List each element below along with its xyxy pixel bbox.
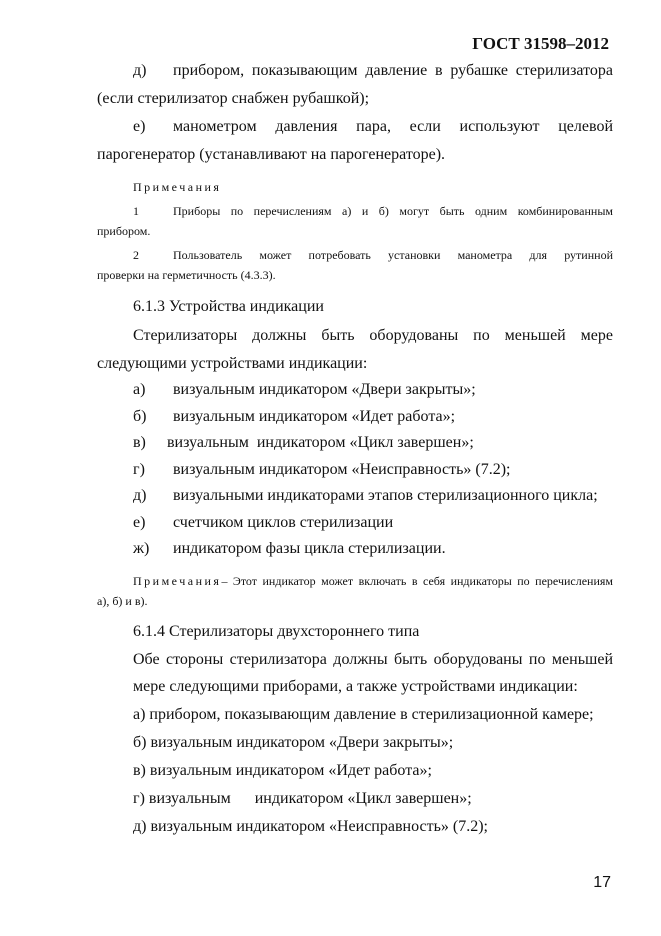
list-item: д) визуальным индикатором «Неисправность» (7.2); <box>133 818 488 835</box>
page-number: 17 <box>593 874 611 891</box>
list-marker: в) <box>133 434 146 451</box>
note-label: Примечания <box>133 574 222 588</box>
notes-title: Примечания <box>133 180 222 194</box>
item-d-line2: (если стерилизатор снабжен рубашкой); <box>97 90 370 107</box>
list-marker: д) <box>133 487 147 504</box>
note-text: – Этот индикатор может включать в себя индикаторы по перечислениям <box>221 574 613 588</box>
list-item <box>133 461 511 479</box>
standard-designation: ГОСТ 31598–2012 <box>472 34 609 53</box>
note-indicator-line2: а), б) и в). <box>97 594 148 608</box>
note2-number: 2 <box>133 248 139 262</box>
list-marker: б) <box>133 408 147 425</box>
section-613-heading: 6.1.3 Устройства индикации <box>133 298 324 315</box>
section-614-intro-line2: мере следующими приборами, а также устройствами индикации: <box>133 678 578 695</box>
list-item <box>133 434 474 452</box>
list-marker: а) <box>133 381 146 398</box>
section-613-intro-line2: следующими устройствами индикации: <box>97 355 368 372</box>
note2-line1: Пользователь может потребовать установки манометра для рутинной <box>173 248 613 262</box>
item-e-line2: парогенератор (устанавливают на парогенераторе). <box>97 146 446 163</box>
list-text: индикатором фазы цикла стерилизации. <box>173 540 446 557</box>
section-614-intro-line1: Обе стороны стерилизатора должны быть оборудованы по меньшей <box>133 651 613 668</box>
list-text: визуальным индикатором «Неисправность» (7.2); <box>173 461 511 478</box>
list-item: б) визуальным индикатором «Двери закрыты»; <box>133 734 454 751</box>
item-e-line1: манометром давления пара, если используют целевой <box>173 118 613 135</box>
note1-line1: Приборы по перечислениям а) и б) могут быть одним комбинированным <box>173 204 613 218</box>
list-item: а) прибором, показывающим давление в стерилизационной камере; <box>133 706 594 723</box>
note-indicator-line1 <box>133 574 613 589</box>
section-613-intro-line1: Стерилизаторы должны быть оборудованы по меньшей мере <box>133 327 613 344</box>
list-text: визуальным индикатором «Цикл завершен»; <box>167 434 474 451</box>
list-item <box>133 487 598 505</box>
list-text: визуальным индикатором «Двери закрыты»; <box>173 381 476 398</box>
list-text: визуальными индикаторами этапов стерилизационного цикла; <box>173 487 598 504</box>
list-item <box>133 408 455 426</box>
list-marker-d: д) <box>133 62 147 79</box>
list-item: г) визуальным индикатором «Цикл завершен»; <box>133 790 472 807</box>
note1-number: 1 <box>133 204 139 218</box>
list-marker: г) <box>133 461 145 478</box>
item-d-line1: прибором, показывающим давление в рубашке стерилизатора <box>173 62 613 79</box>
section-614-heading: 6.1.4 Стерилизаторы двухстороннего типа <box>133 623 420 640</box>
note1-line2: прибором. <box>97 224 151 238</box>
list-item <box>133 381 476 399</box>
list-text: счетчиком циклов стерилизации <box>173 514 394 531</box>
list-item <box>133 540 446 558</box>
list-text: визуальным индикатором «Идет работа»; <box>173 408 456 425</box>
list-marker-e: е) <box>133 118 146 135</box>
list-marker: е) <box>133 514 146 531</box>
list-marker: ж) <box>133 540 150 557</box>
list-item <box>133 514 393 532</box>
list-item: в) визуальным индикатором «Идет работа»; <box>133 762 432 779</box>
note2-line2: проверки на герметичность (4.3.3). <box>97 268 276 282</box>
